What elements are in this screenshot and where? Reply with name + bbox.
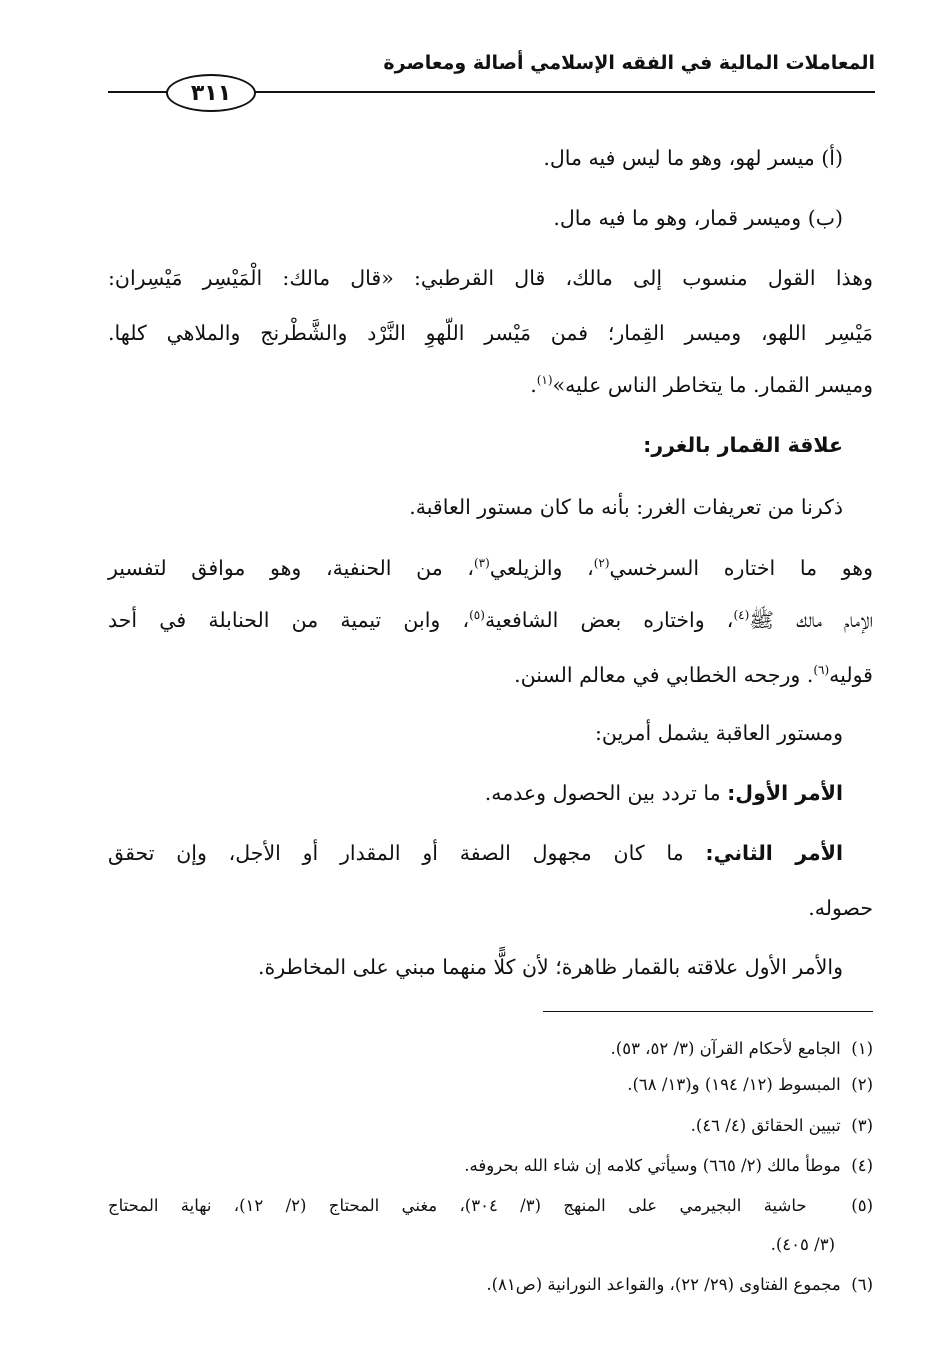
body-line-3: وهذا القول منسوب إلى مالك، قال القرطبي: «قال مالك: الْمَيْسِر مَيْسِران: bbox=[108, 266, 873, 290]
footnote-text: المبسوط (١٢/ ١٩٤) و(١٣/ ٦٨). bbox=[627, 1075, 841, 1094]
footnote-3 bbox=[691, 1113, 873, 1139]
body-text: . bbox=[530, 373, 537, 397]
body-text: وميسر القمار. ما يتخاطر الناس عليه» bbox=[552, 373, 873, 397]
footnote-number: (٣) bbox=[851, 1116, 873, 1135]
footnote-6 bbox=[486, 1272, 873, 1298]
page-number-badge bbox=[166, 74, 256, 112]
footnote-text: تبيين الحقائق (٤/ ٤٦). bbox=[690, 1116, 841, 1135]
footnote-2 bbox=[627, 1072, 873, 1098]
body-text: ما كان مجهول الصفة أو المقدار أو الأجل، وإن تحقق bbox=[108, 841, 706, 865]
footnote-ref-2: (٢) bbox=[593, 556, 610, 571]
body-text: وهو ما اختاره السرخسي bbox=[609, 556, 874, 580]
body-line-1: (أ) ميسر لهو، وهو ما ليس فيه مال. bbox=[543, 146, 843, 170]
body-line-13: حصوله. bbox=[808, 896, 873, 920]
body-text: ، واختاره بعض الشافعية bbox=[484, 608, 734, 632]
body-text: الإمام مالك ﷺ bbox=[749, 608, 874, 632]
running-header-title: المعاملات المالية في الفقه الإسلامي أصالة ومعاصرة bbox=[383, 52, 875, 74]
body-line-14: والأمر الأول علاقته بالقمار ظاهرة؛ لأن كلًّا منهما مبني على المخاطرة. bbox=[257, 955, 843, 979]
second-matter-label: الأمر الثاني: bbox=[705, 841, 843, 865]
body-line-2: (ب) وميسر قمار، وهو ما فيه مال. bbox=[553, 206, 843, 230]
section-heading: علاقة القمار بالغرر: bbox=[643, 433, 843, 457]
footnote-ref-4: (٤) bbox=[733, 608, 750, 623]
footnote-number: (٤) bbox=[851, 1156, 873, 1175]
body-line-11 bbox=[485, 778, 843, 808]
footnote-text: حاشية البجيرمي على المنهج (٣/ ٣٠٤)، مغني المحتاج (٢/ ١٢)، نهاية المحتاج bbox=[108, 1196, 807, 1215]
footnote-ref-6: (٦) bbox=[813, 663, 830, 678]
footnote-rule bbox=[543, 1011, 873, 1012]
page-number: ٣١١ bbox=[190, 80, 232, 106]
first-matter-label: الأمر الأول: bbox=[727, 781, 843, 805]
footnote-number: (١) bbox=[851, 1039, 873, 1058]
footnote-ref-5: (٥) bbox=[469, 608, 485, 623]
body-text: ما تردد بين الحصول وعدمه. bbox=[484, 781, 728, 805]
body-line-4: مَيْسِر اللهو، وميسر القِمار؛ فمن مَيْسر اللّهوِ النَّرْد والشَّطْرنج والملاهي كلها. bbox=[108, 321, 873, 345]
footnote-number: (٥) bbox=[851, 1196, 873, 1215]
body-line-8 bbox=[108, 605, 873, 635]
footnote-text: مجموع الفتاوى (٢٩/ ٢٢)، والقواعد النورانية (ص٨١). bbox=[486, 1275, 841, 1294]
body-text: ، من الحنفية، وهو موافق لتفسير bbox=[108, 556, 474, 580]
body-text: ، والزيلعي bbox=[489, 556, 594, 580]
footnote-text: موطأ مالك (٢/ ٦٦٥) وسيأتي كلامه إن شاء الله بحروفه. bbox=[464, 1156, 841, 1175]
body-line-12 bbox=[108, 838, 843, 868]
footnote-4 bbox=[464, 1153, 873, 1179]
body-line-10: ومستور العاقبة يشمل أمرين: bbox=[594, 721, 843, 745]
body-line-6: ذكرنا من تعريفات الغرر: بأنه ما كان مستور العاقبة. bbox=[409, 495, 843, 519]
body-text: قوليه bbox=[829, 663, 873, 687]
footnote-text: الجامع لأحكام القرآن (٣/ ٥٢، ٥٣). bbox=[610, 1039, 841, 1058]
body-line-7 bbox=[108, 553, 873, 583]
footnote-ref-3: (٣) bbox=[473, 556, 490, 571]
footnote-1 bbox=[611, 1036, 873, 1062]
body-line-5 bbox=[530, 370, 873, 400]
body-text: . ورجحه الخطابي في معالم السنن. bbox=[514, 663, 814, 687]
footnote-number: (٦) bbox=[851, 1275, 873, 1294]
footnote-5-continued: (٣/ ٤٠٥). bbox=[770, 1235, 835, 1254]
footnote-5 bbox=[108, 1193, 873, 1219]
footnote-number: (٢) bbox=[851, 1075, 873, 1094]
body-line-9 bbox=[514, 660, 873, 690]
body-text: ، وابن تيمية من الحنابلة في أحد bbox=[108, 608, 470, 632]
footnote-ref-1: (١) bbox=[536, 373, 553, 388]
